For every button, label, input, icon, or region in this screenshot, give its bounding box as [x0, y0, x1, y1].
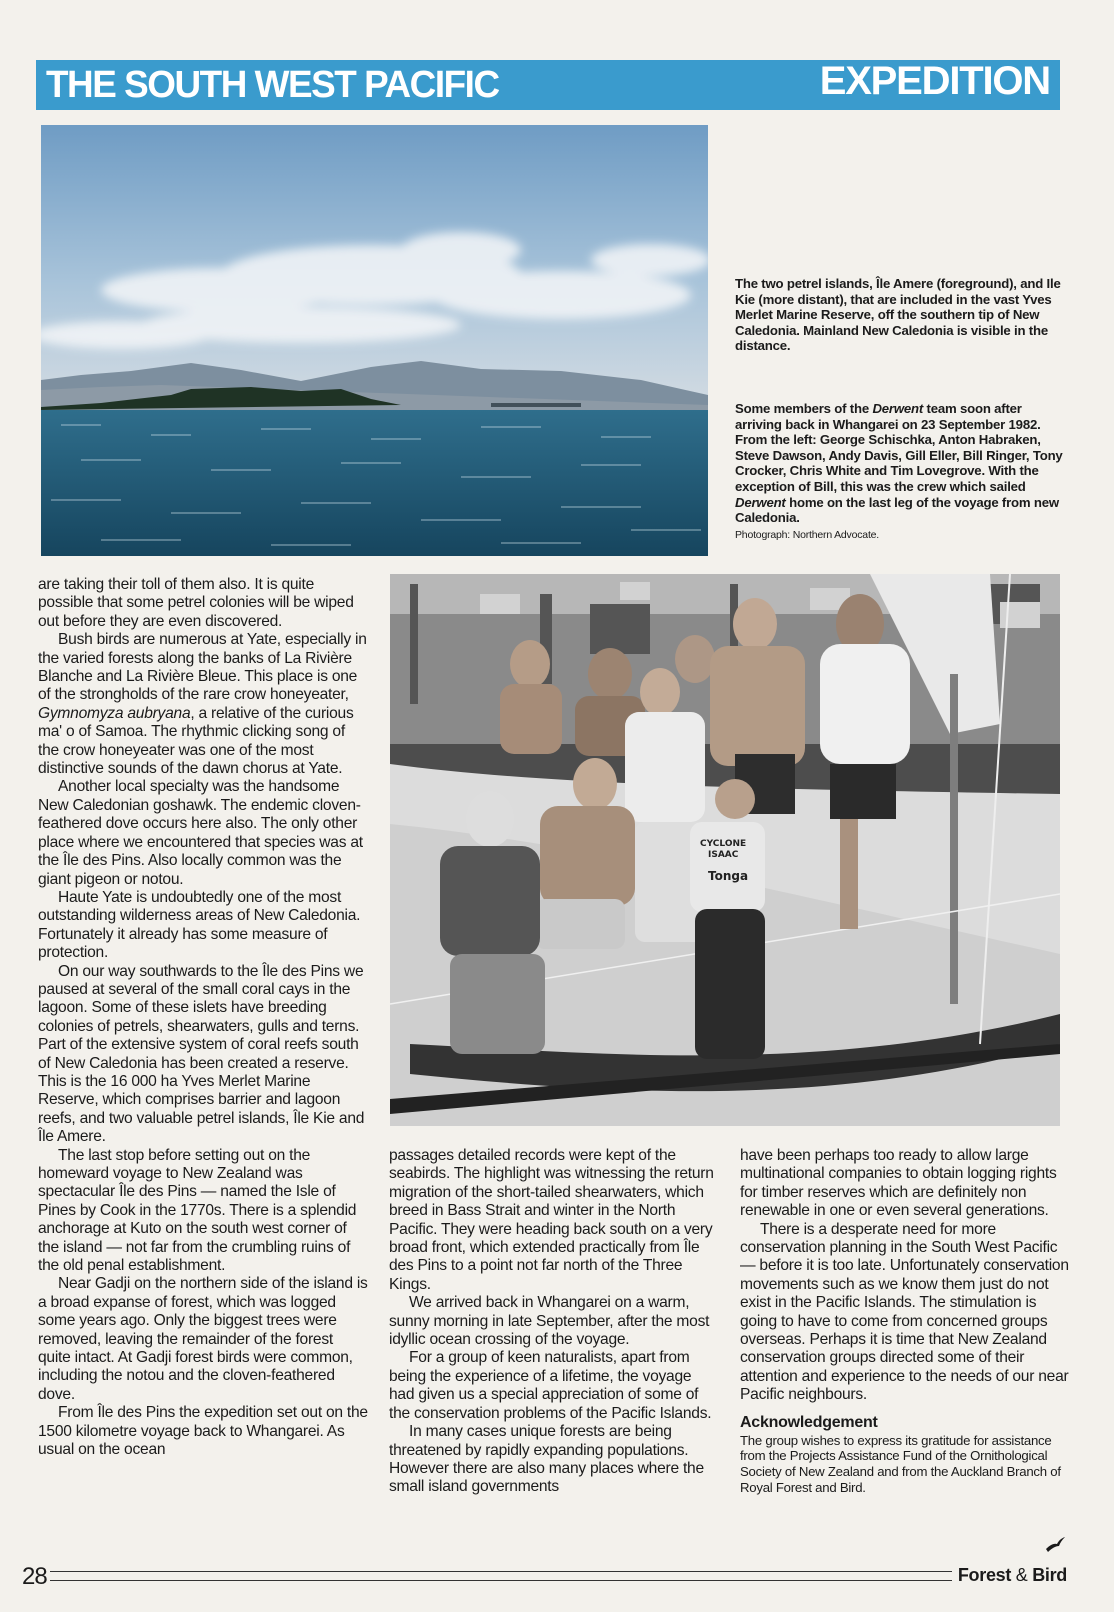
magazine-brand: Forest & Bird	[952, 1565, 1067, 1586]
ship-name: Derwent	[735, 494, 786, 510]
paragraph: On our way southwards to the Île des Pins we paused at several of the small coral cays in the lagoon. Some of these islets have breeding colonies of petrels, shearwaters, gulls and terns. Part of the extensive system of coral reefs south of New Caledonia has been created a reserve. This is the 16 000 ha Yves Merlet Marine Reserve, which comprises barrier and lagoon reefs, and two valuable petrel islands, Île Kie and Île Amere.	[38, 962, 365, 1146]
footer-rule	[38, 1580, 1064, 1581]
column-middle	[389, 1147, 719, 1497]
paragraph: We arrived back in Whangarei on a warm, sunny morning in late September, after the most idyllic ocean crossing of the voyage.	[389, 1294, 710, 1349]
bird-icon	[1044, 1535, 1066, 1553]
paragraph: have been perhaps too ready to allow large multinational companies to obtain logging rights for timber reserves which are definitely non renewable in one or even several generations.	[740, 1147, 1057, 1220]
paragraph: Bush birds are numerous at Yate, especially in the varied forests along the banks of La Rivière Blanche and La Rivière Bleue. This place is one of the strongholds of the rare crow honeyeater, Gymnomyza aubryana, a relative of the curious ma' o of Samoa. The rhythmic clicking song of the crow honeyeater was one of the most distinctive sounds of the dawn chorus at Yate.	[38, 631, 367, 778]
paragraph: There is a desperate need for more conservation planning in the South West Pacific — before it is too late. Unfortunately conservation movements such as we know them just do not exist in the Pacific Islands. The stimulation is going to have to come from concerned groups overseas. Perhaps it is time that New Zealand conservation groups directed some of their attention and experience to the needs of our near Pacific neighbours.	[740, 1220, 1069, 1404]
footer-rule	[38, 1571, 1064, 1572]
tshirt-text: CYCLONE	[700, 839, 747, 849]
paragraph: Haute Yate is undoubtedly one of the most outstanding wilderness areas of New Caledonia. Fortunately it already has some measure of protection.	[38, 888, 361, 962]
species-name: Gymnomyza aubryana	[38, 704, 191, 722]
acknowledgement-text: The group wishes to express its gratitude for assistance from the Projects Assistance Fund of the Ornithological Society of New Zealand and from the Auckland Branch of Royal Forest and Bird.	[740, 1432, 1061, 1496]
ship-name: Derwent	[872, 401, 924, 416]
paragraph: are taking their toll of them also. It is quite possible that some petrel colonies will be wiped out before they are even discovered.	[38, 576, 354, 630]
title-left: THE SOUTH WEST PACIFIC	[46, 64, 499, 106]
page-number: 28	[22, 1563, 50, 1591]
caption-petrel-islands: The two petrel islands, Île Amere (foreground), and Ile Kie (more distant), that are included in the vast Yves Merlet Marine Reserve, off the southern tip of New Caledonia. Mainland New Caledonia is visible in the distance.	[735, 276, 1061, 354]
paragraph: Another local specialty was the handsome New Caledonian goshawk. The endemic cloven-feathered dove occurs here also. The only other place where we encountered that species was at the Île des Pins. Also locally common was the giant pigeon or notou.	[38, 778, 363, 888]
title-banner	[36, 60, 1060, 110]
photo-derwent-crew	[390, 574, 1060, 1126]
photo-credit: Photograph: Northern Advocate.	[735, 528, 880, 541]
column-right	[740, 1147, 1070, 1496]
title-right: EXPEDITION	[819, 59, 1050, 103]
photo-petrel-islands	[41, 125, 708, 556]
paragraph: From Île des Pins the expedition set out on the 1500 kilometre voyage back to Whangarei. As usual on the ocean	[38, 1404, 368, 1459]
column-left	[38, 576, 368, 1460]
tshirt-text: ISAAC	[708, 850, 739, 860]
acknowledgement-heading: Acknowledgement	[740, 1413, 878, 1431]
caption-derwent-team: Some members of the Derwent team soon after arriving back in Whangarei on 23 September 1982. From the left: George Schischka, Anton Habraken, Steve Dawson, Andy Davis, Gill Eller, Bill Ringer, Tony Crocker, Chris White and Tim Lovegrove. With the exception of Bill, this was the crew which sailed Derwent home on the last leg of the voyage from new Caledonia. Photograph: Northern Advocate.	[735, 401, 1065, 543]
paragraph: The last stop before setting out on the homeward voyage to New Zealand was spectacular Île des Pins — named the Isle of Pines by Cook in the 1770s. There is a splendid anchorage at Kuto on the south west corner of the island — not far from the crumbling ruins of the old penal establishment.	[38, 1146, 357, 1275]
paragraph: In many cases unique forests are being threatened by rapidly expanding populations. However there are also many places where the small island governments	[389, 1423, 704, 1496]
paragraph: Near Gadji on the northern side of the island is a broad expanse of forest, which was logged some years ago. Only the biggest trees were removed, leaving the remainder of the forest quite intact. At Gadji forest birds were common, including the notou and the cloven-feathered dove.	[38, 1275, 368, 1403]
paragraph: For a group of keen naturalists, apart from being the experience of a lifetime, the voyage had given us a special appreciation of some of the conservation problems of the Pacific Islands.	[389, 1349, 712, 1422]
paragraph: passages detailed records were kept of the seabirds. The highlight was witnessing the return migration of the short-tailed shearwaters, which breed in Bass Strait and winter in the North Pacific. They were heading back south on a very broad front, which extended practically from Île des Pins to a point not far north of the Three Kings.	[389, 1147, 714, 1293]
tshirt-text: Tonga	[708, 869, 749, 883]
